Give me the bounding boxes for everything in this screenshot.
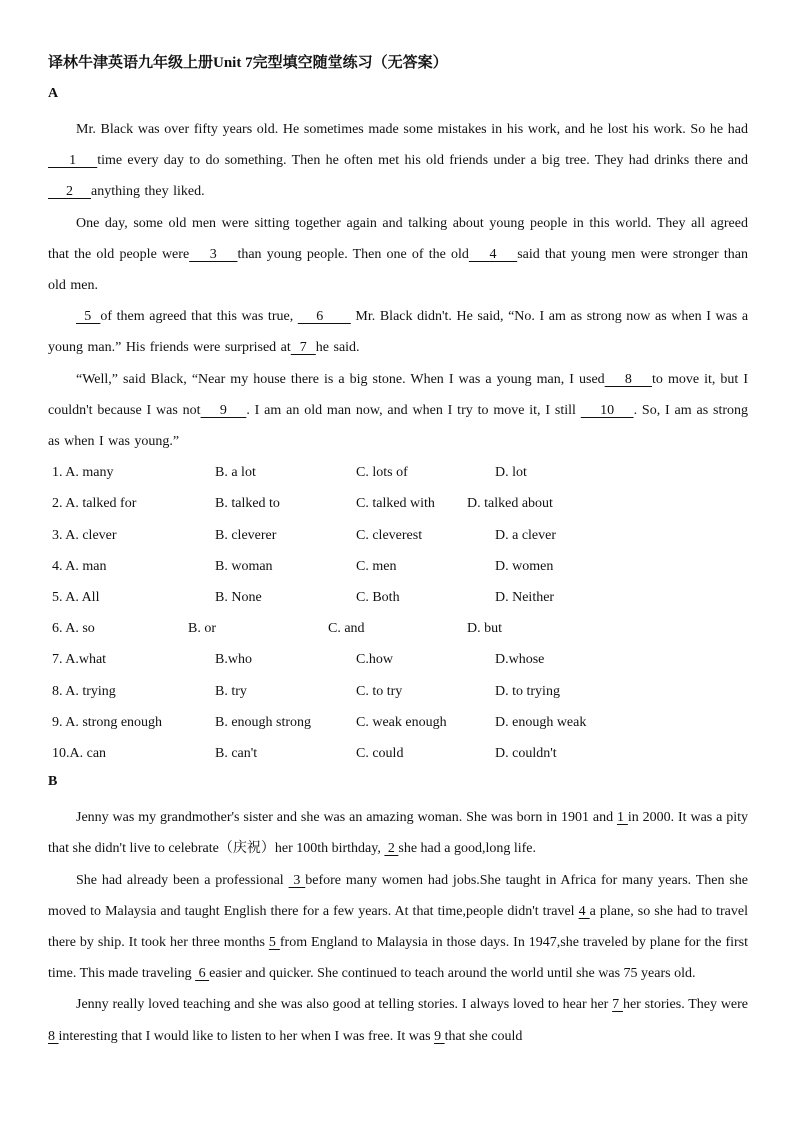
blank-3: 3: [189, 246, 238, 262]
option-10b: B. can't: [215, 745, 258, 761]
option-9d: D. enough weak: [495, 714, 587, 730]
text-run: . So, I am as strong as when I was young.”: [48, 402, 749, 450]
text-run: that she could: [444, 1028, 523, 1044]
option-6a: 6. A. so: [52, 621, 95, 637]
text-run: her stories. They were: [622, 997, 749, 1013]
option-6b: B. or: [188, 621, 216, 637]
blank-b2: 2: [384, 841, 399, 857]
passage-b-paragraph-2: [48, 865, 748, 990]
text-run: he said.: [315, 340, 360, 356]
option-row-4: [48, 551, 748, 582]
blank-4: 4: [468, 246, 518, 262]
blank-b1: 1: [616, 810, 628, 826]
option-row-8: [48, 676, 748, 707]
section-b-label: B: [48, 774, 58, 790]
option-3a: 3. A. clever: [52, 527, 117, 543]
option-3d: D. a clever: [495, 527, 557, 543]
passage-a-paragraph-4: [48, 364, 748, 458]
option-2b: B. talked to: [215, 496, 280, 512]
option-8a: 8. A. trying: [52, 683, 116, 699]
text-run: Mr. Black didn't. He said, “No. I am as strong now as when I was a young man.” His friends were surprised at: [48, 309, 749, 356]
option-8d: D. to trying: [495, 683, 560, 699]
option-9c: C. weak enough: [356, 714, 447, 730]
option-9b: B. enough strong: [215, 714, 312, 730]
option-10a: 10.A. can: [52, 745, 107, 761]
option-1a: 1. A. many: [52, 465, 114, 481]
passage-b-paragraph-1: [48, 802, 748, 864]
blank-7: 7: [290, 340, 316, 356]
text-run: to move it, but I couldn't because I was not: [48, 371, 749, 418]
option-row-2: [48, 488, 748, 519]
text-run: said that young men were stronger than old men.: [48, 246, 748, 294]
text-run: . I am an old man now, and when I try to move it, I still: [246, 402, 576, 418]
option-7b: B.who: [215, 652, 252, 668]
option-3c: C. cleverest: [356, 527, 423, 543]
text-run: of them agreed that this was true,: [100, 309, 294, 325]
option-row-1: [48, 457, 748, 488]
passage-a: [48, 114, 748, 457]
blank-9: 9: [200, 402, 247, 418]
blank-b9: 9: [434, 1028, 445, 1044]
text-run: from England to Malaysia in those days. In 1947,she traveled by plane for the first time. This made traveling: [48, 934, 749, 982]
passage-b: [48, 802, 748, 1052]
option-4b: B. woman: [215, 558, 273, 574]
option-7d: D.whose: [495, 652, 545, 668]
text-run: Jenny really loved teaching and she was also good at telling stories. I always loved to hear her: [76, 997, 609, 1013]
text-run: before many women had jobs.She taught in Africa for many years. Then she moved to Malaysia and taught English there for a few years. At that time,people didn't travel: [48, 872, 749, 919]
option-row-10: [48, 738, 748, 769]
option-4c: C. men: [356, 558, 397, 574]
option-3b: B. cleverer: [215, 527, 277, 543]
blank-1: 1: [48, 153, 98, 169]
text-run: than young people. Then one of the old: [237, 246, 469, 262]
worksheet-page: [48, 52, 748, 1052]
option-8b: B. try: [215, 683, 247, 699]
text-run: time every day to do something. Then he often met his old friends under a big tree. They had drinks there and: [97, 153, 749, 169]
option-1d: D. lot: [495, 465, 527, 481]
option-row-5: [48, 582, 748, 613]
option-2d: D. talked about: [467, 496, 553, 512]
text-run: interesting that I would like to listen to her when I was free. It was: [58, 1028, 431, 1044]
option-5b: B. None: [215, 589, 262, 605]
text-run: anything they liked.: [91, 184, 205, 200]
option-10d: D. couldn't: [495, 745, 557, 761]
worksheet-title: 译林牛津英语九年级上册Unit 7完型填空随堂练习（无答案）: [48, 55, 448, 71]
option-10c: C. could: [356, 745, 404, 761]
option-6c: C. and: [328, 621, 365, 637]
option-2c: C. talked with: [356, 496, 435, 512]
text-run: Jenny was my grandmother's sister and she was an amazing woman. She was born in 1901 and: [76, 810, 614, 826]
option-4a: 4. A. man: [52, 558, 107, 574]
options-list-a: [48, 457, 748, 769]
blank-b4: 4: [578, 903, 590, 919]
blank-b8: 8: [48, 1028, 59, 1044]
text-run: in 2000. It was a pity that she didn't live to celebrate（庆祝）her 100th birthday,: [48, 810, 748, 857]
blank-b7: 7: [612, 997, 623, 1013]
blank-b3: 3: [288, 872, 306, 888]
option-6d: D. but: [467, 621, 502, 637]
text-run: she had a good,long life.: [398, 841, 537, 857]
option-2a: 2. A. talked for: [52, 496, 137, 512]
passage-a-paragraph-2: [48, 208, 748, 302]
text-run: One day, some old men were sitting together again and talking about young people in this world. They all agreed that the old people were: [48, 215, 748, 262]
text-run: easier and quicker. She continued to teach around the world until she was 75 years old.: [209, 966, 696, 982]
blank-6: 6: [297, 309, 351, 325]
option-5d: D. Neither: [495, 589, 555, 605]
blank-5: 5: [76, 309, 101, 325]
text-run: a plane, so she had to travel there by ship. It took her three months: [48, 903, 748, 950]
text-run: “Well,” said Black, “Near my house there is a big stone. When I was a young man, I used: [76, 371, 605, 387]
blank-b5: 5: [268, 934, 280, 950]
option-row-3: [48, 520, 748, 551]
option-4d: D. women: [495, 558, 554, 574]
option-1c: C. lots of: [356, 465, 408, 481]
option-7a: 7. A.what: [52, 652, 107, 668]
section-a-label: A: [48, 86, 59, 101]
option-5c: C. Both: [356, 589, 400, 605]
passage-b-paragraph-3: [48, 989, 748, 1051]
option-1b: B. a lot: [215, 465, 256, 481]
passage-a-paragraph-1: [48, 114, 748, 208]
option-7c: C.how: [356, 652, 393, 668]
blank-2: 2: [48, 184, 91, 200]
passage-a-paragraph-3: [48, 301, 748, 363]
option-8c: C. to try: [356, 683, 403, 699]
blank-8: 8: [604, 371, 653, 387]
blank-10: 10: [580, 402, 634, 418]
option-row-9: [48, 707, 748, 738]
option-row-6: [48, 613, 748, 644]
text-run: She had already been a professional: [76, 872, 284, 888]
blank-b6: 6: [195, 966, 210, 982]
option-row-7: [48, 644, 748, 675]
option-9a: 9. A. strong enough: [52, 714, 163, 730]
option-5a: 5. A. All: [52, 589, 100, 605]
text-run: Mr. Black was over fifty years old. He sometimes made some mistakes in his work, and he lost his work. So he had: [76, 122, 748, 137]
